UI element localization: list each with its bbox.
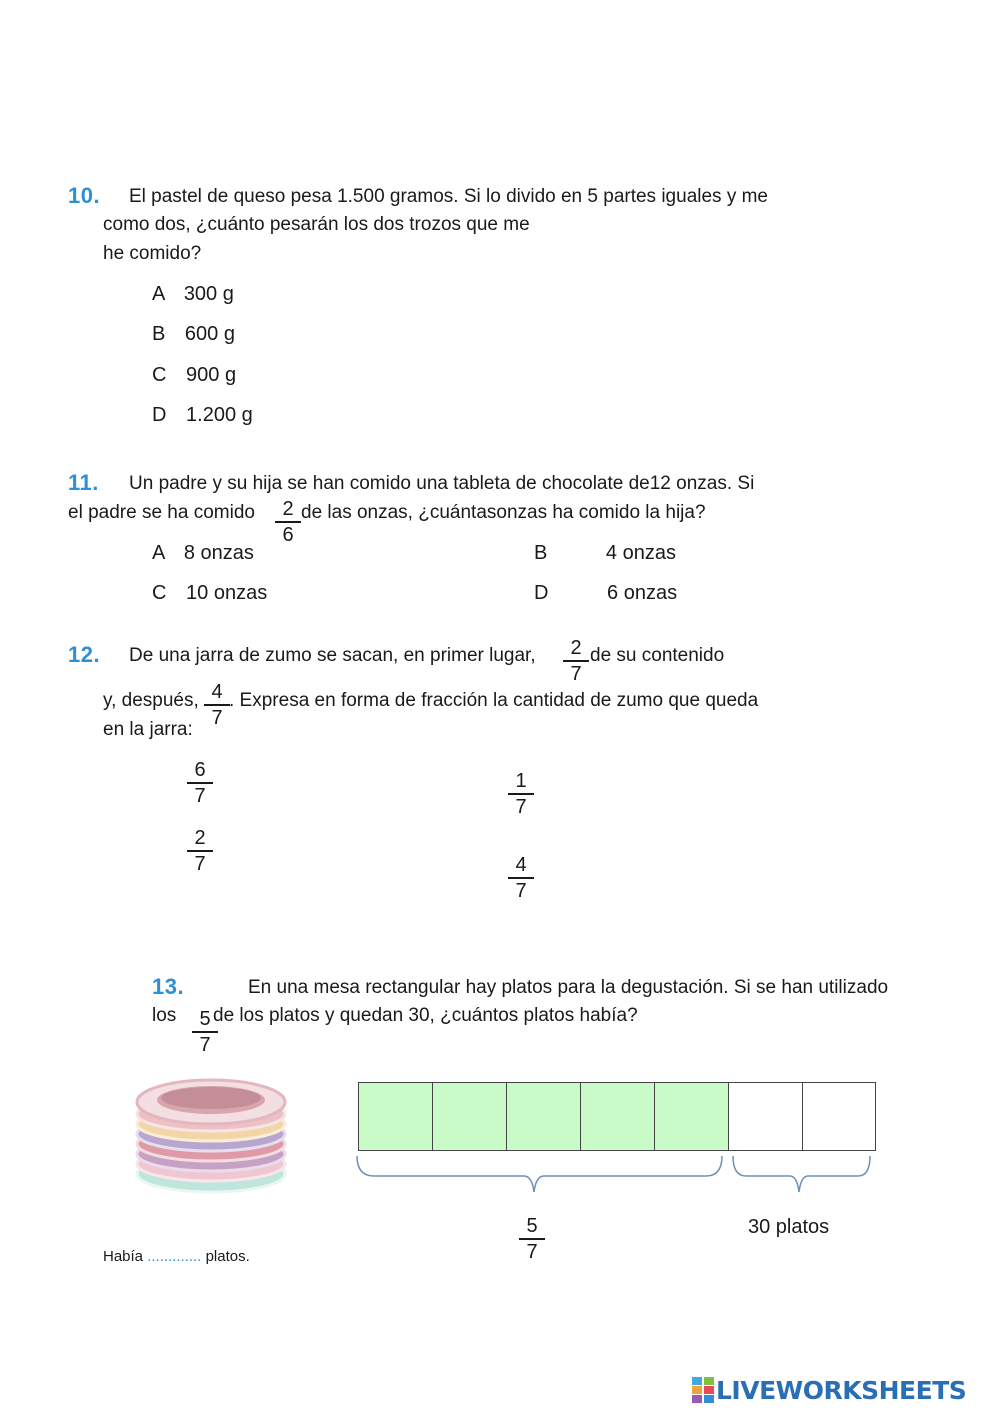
- fraction-denominator: 7: [526, 1240, 538, 1263]
- option-letter: C: [152, 364, 167, 386]
- q11-option-b[interactable]: [534, 542, 676, 565]
- fraction-numerator: 4: [515, 854, 527, 876]
- bar-segment-filled: [433, 1083, 507, 1150]
- braces: [354, 1154, 876, 1204]
- q12-option-fraction[interactable]: [508, 770, 534, 818]
- question-10-text-line3: he comido?: [103, 243, 202, 264]
- q12-option-fraction[interactable]: [187, 827, 213, 875]
- question-10-text-line1: El pastel de queso pesa 1.500 gramos. Si lo divido en 5 partes iguales y me: [129, 186, 768, 207]
- fraction-denominator: 7: [570, 662, 582, 685]
- fraction-bar: [519, 1238, 545, 1240]
- fraction-numerator: 2: [570, 637, 582, 659]
- q11-option-c[interactable]: [152, 582, 267, 605]
- question-12-fraction-1: [563, 637, 589, 685]
- fraction-numerator: 5: [199, 1008, 211, 1030]
- bar-segment-empty: [729, 1083, 803, 1150]
- option-text: 1.200 g: [186, 404, 253, 426]
- fraction-bar-model: [358, 1082, 876, 1151]
- question-11-text-line2-start: el padre se ha comido: [68, 502, 255, 523]
- bar-segment-filled: [655, 1083, 729, 1150]
- question-12-fraction-2: [204, 681, 230, 729]
- q12-option-fraction[interactable]: [187, 759, 213, 807]
- option-text: 10 onzas: [186, 582, 268, 604]
- option-letter: B: [152, 323, 166, 345]
- fraction-bar: [192, 1031, 218, 1033]
- question-13-text-line1: En una mesa rectangular hay platos para la degustación. Si se han utilizado: [248, 977, 889, 998]
- brace-right: [733, 1156, 870, 1192]
- bar-segment-empty: [803, 1083, 875, 1150]
- answer-suffix: platos.: [205, 1248, 250, 1265]
- brace-left: [357, 1156, 722, 1192]
- question-12-text-line1-start: De una jarra de zumo se sacan, en primer lugar,: [129, 645, 536, 666]
- q11-option-a[interactable]: [152, 542, 254, 565]
- fraction-bar: [204, 704, 230, 706]
- option-text: 8 onzas: [183, 542, 254, 564]
- logo-grid-icon: [692, 1377, 714, 1403]
- fraction-bar: [187, 782, 213, 784]
- fraction-bar: [508, 793, 534, 795]
- fraction-denominator: 7: [199, 1033, 211, 1056]
- question-13-number: 13.: [152, 974, 185, 999]
- fraction-numerator: 1: [515, 770, 527, 792]
- question-11-number: 11.: [68, 470, 99, 495]
- option-text: 4 onzas: [605, 542, 676, 564]
- bar-segment-filled: [581, 1083, 655, 1150]
- option-letter: D: [534, 582, 549, 604]
- fraction-denominator: 7: [211, 706, 223, 729]
- fraction-bar: [275, 521, 301, 523]
- question-12-text-line1-end: de su contenido: [590, 645, 725, 666]
- brace-platos-label: 30 platos: [748, 1216, 830, 1238]
- question-12-text-line2-end: . Expresa en forma de fracción la cantidad de zumo que queda: [229, 690, 759, 711]
- option-letter: B: [534, 542, 548, 564]
- answer-blank-input[interactable]: .............: [147, 1248, 202, 1265]
- question-11-text-line2-end: de las onzas, ¿cuántasonzas ha comido la hija?: [301, 502, 706, 523]
- q10-option-d[interactable]: [152, 404, 253, 427]
- q10-option-c[interactable]: [152, 364, 236, 387]
- fraction-denominator: 7: [515, 879, 527, 902]
- bar-segment-filled: [359, 1083, 433, 1150]
- q10-option-a[interactable]: [152, 283, 234, 306]
- answer-prefix: Había: [103, 1248, 144, 1265]
- option-text: 600 g: [184, 323, 235, 345]
- question-12-text-line2-start: y, después,: [103, 690, 199, 711]
- q12-option-fraction[interactable]: [508, 854, 534, 902]
- fraction-denominator: 7: [194, 784, 206, 807]
- fraction-bar: [563, 660, 589, 662]
- option-letter: D: [152, 404, 167, 426]
- fraction-numerator: 4: [211, 681, 223, 703]
- question-10-number: 10.: [68, 183, 101, 208]
- question-13-text-line2-end: de los platos y quedan 30, ¿cuántos platos había?: [213, 1005, 638, 1026]
- answer-line: [103, 1248, 250, 1265]
- option-text: 300 g: [183, 283, 234, 305]
- fraction-numerator: 6: [194, 759, 206, 781]
- fraction-denominator: 7: [194, 852, 206, 875]
- logo-text: LIVEWORKSHEETS: [716, 1375, 967, 1405]
- option-letter: A: [152, 542, 165, 564]
- fraction-bar: [187, 850, 213, 852]
- question-13-text-line2-start: los: [152, 1005, 177, 1026]
- question-12-number: 12.: [68, 642, 101, 667]
- q11-option-d[interactable]: [534, 582, 677, 605]
- fraction-bar: [508, 877, 534, 879]
- fraction-denominator: 6: [282, 523, 294, 546]
- brace-fraction-label: [519, 1215, 545, 1263]
- question-12-text-line3: en la jarra:: [103, 719, 193, 740]
- option-text: 900 g: [186, 364, 237, 386]
- fraction-denominator: 7: [515, 795, 527, 818]
- question-10-text-line2: como dos, ¿cuánto pesarán los dos trozos que me: [103, 214, 530, 235]
- fraction-numerator: 5: [526, 1215, 538, 1237]
- fraction-numerator: 2: [194, 827, 206, 849]
- option-letter: A: [152, 283, 165, 305]
- question-11-text-line1: Un padre y su hija se han comido una tableta de chocolate de12 onzas. Si: [129, 473, 755, 494]
- plates-stack-illustration: [128, 1066, 294, 1196]
- fraction-numerator: 2: [282, 498, 294, 520]
- option-text: 6 onzas: [607, 582, 678, 604]
- q10-option-b[interactable]: [152, 323, 235, 346]
- question-11-fraction: [275, 498, 301, 546]
- bar-segment-filled: [507, 1083, 581, 1150]
- liveworksheets-logo[interactable]: [692, 1374, 966, 1406]
- option-letter: C: [152, 582, 167, 604]
